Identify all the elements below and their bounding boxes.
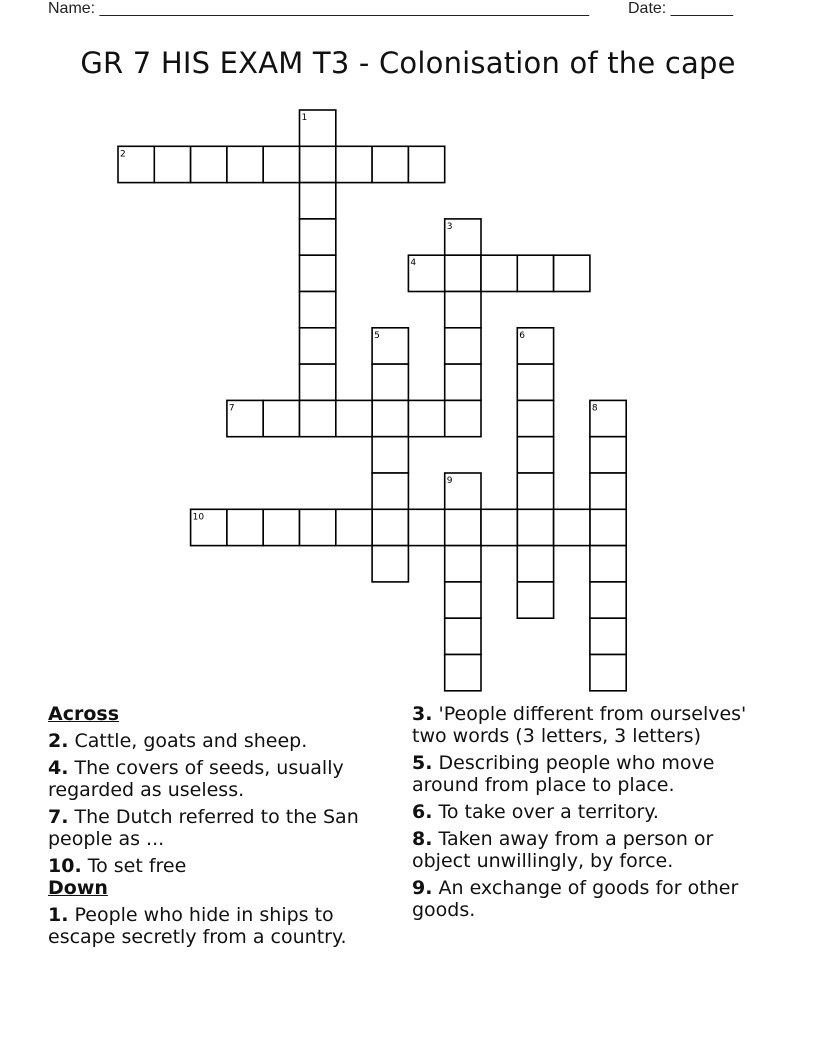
crossword-cell[interactable]	[517, 437, 553, 473]
crossword-cell[interactable]	[517, 364, 553, 400]
crossword-cell[interactable]	[372, 509, 408, 545]
clue-number-label: 5	[374, 330, 380, 341]
crossword-cell[interactable]	[481, 255, 517, 291]
crossword-cell[interactable]	[300, 255, 336, 291]
crossword-cell[interactable]	[517, 582, 553, 618]
crossword-cell[interactable]	[590, 509, 626, 545]
clue-number-label: 10	[192, 512, 205, 523]
crossword-cell[interactable]	[445, 292, 481, 328]
page-title: GR 7 HIS EXAM T3 - Colonisation of the cape	[80, 46, 736, 80]
crossword-cell[interactable]	[154, 146, 190, 182]
crossword-cell[interactable]	[517, 255, 553, 291]
clue-number-label: 9	[446, 476, 453, 486]
crossword-cell[interactable]	[590, 546, 626, 582]
date-field[interactable]: Date: _______	[628, 0, 733, 17]
clue-number-label: 7	[228, 403, 235, 414]
crossword-cell[interactable]	[263, 400, 299, 436]
crossword-cell[interactable]	[517, 509, 553, 545]
crossword-cell[interactable]	[300, 328, 336, 364]
clue-down-1: 1. People who hide in ships to escape secretly from a country.	[48, 904, 347, 948]
crossword-cell[interactable]	[445, 400, 481, 436]
crossword-cell[interactable]	[372, 437, 408, 473]
crossword-cells	[118, 110, 626, 691]
clue-across-4: 4. The covers of seeds, usually regarded as useless.	[48, 757, 344, 801]
crossword-cell[interactable]	[554, 255, 590, 291]
name-field[interactable]: Name: _______________________________________________________	[48, 0, 589, 17]
crossword-cell[interactable]	[336, 400, 372, 436]
clue-number-label: 1	[301, 113, 308, 123]
clues-column-right	[412, 703, 772, 926]
clue-number-label: 3	[446, 221, 453, 232]
clue-across-10: 10. To set free	[48, 855, 187, 877]
clue-number-label: 4	[410, 258, 417, 269]
crossword-cell[interactable]	[372, 400, 408, 436]
crossword-cell[interactable]	[445, 509, 481, 545]
crossword-cell[interactable]	[372, 546, 408, 582]
crossword-cell[interactable]	[445, 618, 481, 654]
clue-down-5: 5. Describing people who move around from place to place.	[412, 752, 715, 796]
crossword-cell[interactable]	[336, 146, 372, 182]
clue-number-label: 2	[120, 149, 126, 160]
crossword-cell[interactable]	[445, 328, 481, 364]
crossword-cell[interactable]	[372, 146, 408, 182]
crossword-cell[interactable]	[590, 582, 626, 618]
crossword-cell[interactable]	[445, 364, 481, 400]
crossword-cell[interactable]	[590, 655, 626, 691]
clue-number-label: 8	[591, 403, 598, 414]
crossword-cell[interactable]	[227, 146, 263, 182]
crossword-cell[interactable]	[590, 437, 626, 473]
clue-down-8: 8. Taken away from a person or object unwillingly, by force.	[412, 828, 714, 872]
crossword-cell[interactable]	[336, 509, 372, 545]
crossword-cell[interactable]	[300, 292, 336, 328]
clue-across-2: 2. Cattle, goats and sheep.	[48, 730, 308, 752]
crossword-cell[interactable]	[445, 655, 481, 691]
crossword-cell[interactable]	[408, 509, 444, 545]
crossword-cell[interactable]	[590, 618, 626, 654]
crossword-cell[interactable]	[372, 364, 408, 400]
down-heading: Down	[48, 877, 108, 899]
crossword-cell[interactable]	[445, 255, 481, 291]
clue-down-6: 6. To take over a territory.	[412, 801, 659, 823]
crossword-cell[interactable]	[408, 400, 444, 436]
crossword-cell[interactable]	[300, 183, 336, 219]
crossword-cell[interactable]	[263, 146, 299, 182]
across-heading: Across	[48, 703, 120, 725]
crossword-cell[interactable]	[300, 146, 336, 182]
crossword-cell[interactable]	[554, 509, 590, 545]
clue-down-3: 3. 'People different from ourselves' two words (3 letters, 3 letters)	[412, 703, 747, 747]
crossword-cell[interactable]	[481, 509, 517, 545]
crossword-cell[interactable]	[263, 509, 299, 545]
crossword-cell[interactable]	[445, 546, 481, 582]
crossword-cell[interactable]	[300, 509, 336, 545]
crossword-cell[interactable]	[300, 400, 336, 436]
crossword-cell[interactable]	[517, 400, 553, 436]
crossword-cell[interactable]	[408, 146, 444, 182]
clue-down-9: 9. An exchange of goods for other goods.	[412, 877, 739, 921]
crossword-cell[interactable]	[372, 473, 408, 509]
clues-column-left	[48, 703, 393, 953]
crossword-cell[interactable]	[590, 473, 626, 509]
crossword-cell[interactable]	[445, 582, 481, 618]
crossword-cell[interactable]	[227, 509, 263, 545]
crossword-cell[interactable]	[191, 146, 227, 182]
crossword-cell[interactable]	[517, 473, 553, 509]
crossword-cell[interactable]	[300, 219, 336, 255]
clue-across-7: 7. The Dutch referred to the San people as ...	[48, 806, 359, 850]
crossword-cell[interactable]	[300, 364, 336, 400]
clue-number-label: 6	[519, 330, 526, 341]
crossword-cell[interactable]	[517, 546, 553, 582]
